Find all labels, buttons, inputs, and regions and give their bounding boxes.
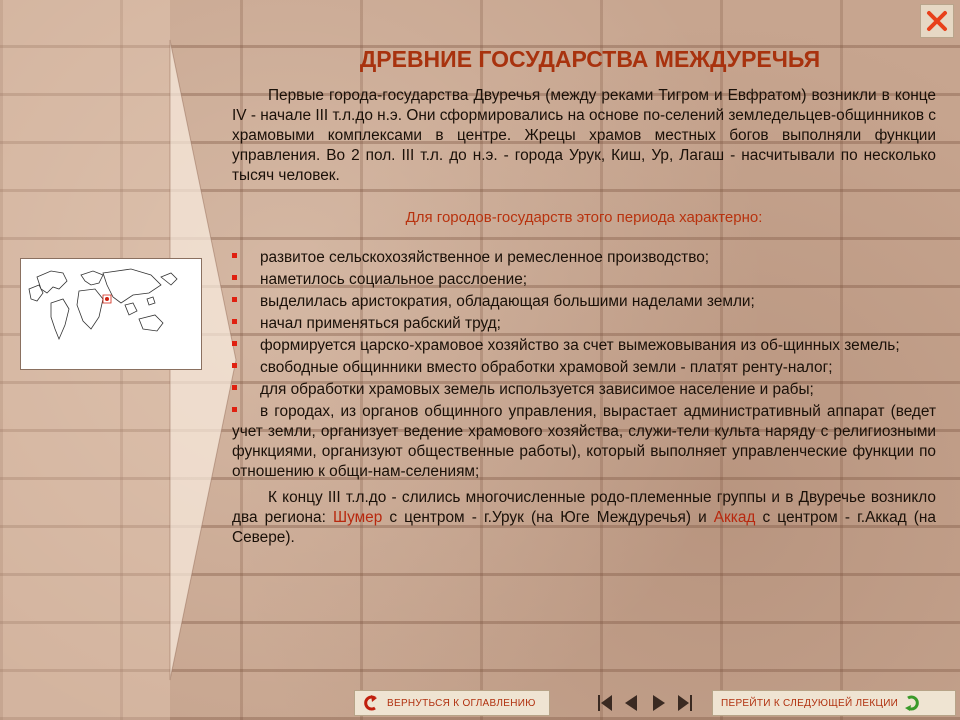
list-item: для обработки храмовых земель используется зависимое население и рабы; (232, 380, 936, 400)
bullet-icon (232, 253, 237, 258)
last-slide-icon[interactable] (676, 692, 694, 714)
next-lecture-button[interactable]: ПЕРЕЙТИ К СЛЕДУЮЩЕЙ ЛЕКЦИИ (712, 690, 956, 716)
list-item: формируется царско-храмовое хозяйство за счет вымежовывания из об-щинных земель; (232, 336, 936, 356)
next-slide-icon[interactable] (650, 692, 668, 714)
close-icon (926, 10, 948, 32)
bullet-icon (232, 407, 237, 412)
mesopotamia-marker (105, 297, 109, 301)
akkad-link: Аккад (713, 509, 756, 526)
bullet-icon (232, 385, 237, 390)
bullet-icon (232, 275, 237, 280)
next-lecture-arrow-icon (904, 695, 922, 711)
list-item: наметилось социальное расслоение; (232, 270, 936, 290)
list-item: развитое сельскохозяйственное и ремесленное производство; (232, 248, 936, 268)
bullet-icon (232, 363, 237, 368)
characteristics-heading: Для городов-государств этого периода характерно: (405, 209, 763, 226)
list-item: в городах, из органов общинного управления, вырастает административный аппарат (ведет учет земли, организует ведение храмового хозяйства, служи-тели культа наряду с религиозными функциями, организуют общественные работы), который выполняет управленческие функции по отношению к общи-нам-селениям; (232, 403, 936, 480)
conclusion-paragraph: К концу III т.л.до - слились многочисленные родо-племенные группы и в Двуречье возникло два региона: Шумер с центром - г.Урук (на Юге Междуречья) и Аккад с центром - г.Аккад (на Севере). (232, 489, 936, 546)
first-slide-icon[interactable] (596, 692, 614, 714)
world-map-thumbnail (20, 258, 202, 370)
characteristics-list (232, 248, 936, 482)
intro-paragraph: Первые города-государства Двуречья (между реками Тигром и Евфратом) возникли в конце IV - начале III т.л.до н.э. Они сформировались на основе по-селений земледельцев-общинников с храмовыми комплексами в центре. Жрецы храмов местных богов выполняли функции управления. Во 2 пол. III т.л. до н.э. - города Урук, Киш, Ур, Лагаш - насчитывали по несколько тысяч человек. (232, 87, 936, 184)
previous-slide-icon[interactable] (622, 692, 640, 714)
navigation-bar (336, 688, 956, 718)
return-arrow-icon (361, 695, 379, 711)
slide-title: ДРЕВНИЕ ГОСУДАРСТВА МЕЖДУРЕЧЬЯ (359, 46, 821, 72)
bullet-icon (232, 319, 237, 324)
list-item: свободные общинники вместо обработки храмовой земли - платят ренту-налог; (232, 358, 936, 378)
list-item: начал применяться рабский труд; (232, 314, 936, 334)
bullet-icon (232, 341, 237, 346)
back-to-contents-button[interactable]: ВЕРНУТЬСЯ К ОГЛАВЛЕНИЮ (354, 690, 550, 716)
close-button[interactable] (920, 4, 954, 38)
list-item: выделилась аристократия, обладающая большими наделами земли; (232, 292, 936, 312)
bullet-icon (232, 297, 237, 302)
world-map-image (21, 259, 201, 369)
slide-content (232, 86, 936, 548)
sumer-link: Шумер (332, 509, 383, 526)
